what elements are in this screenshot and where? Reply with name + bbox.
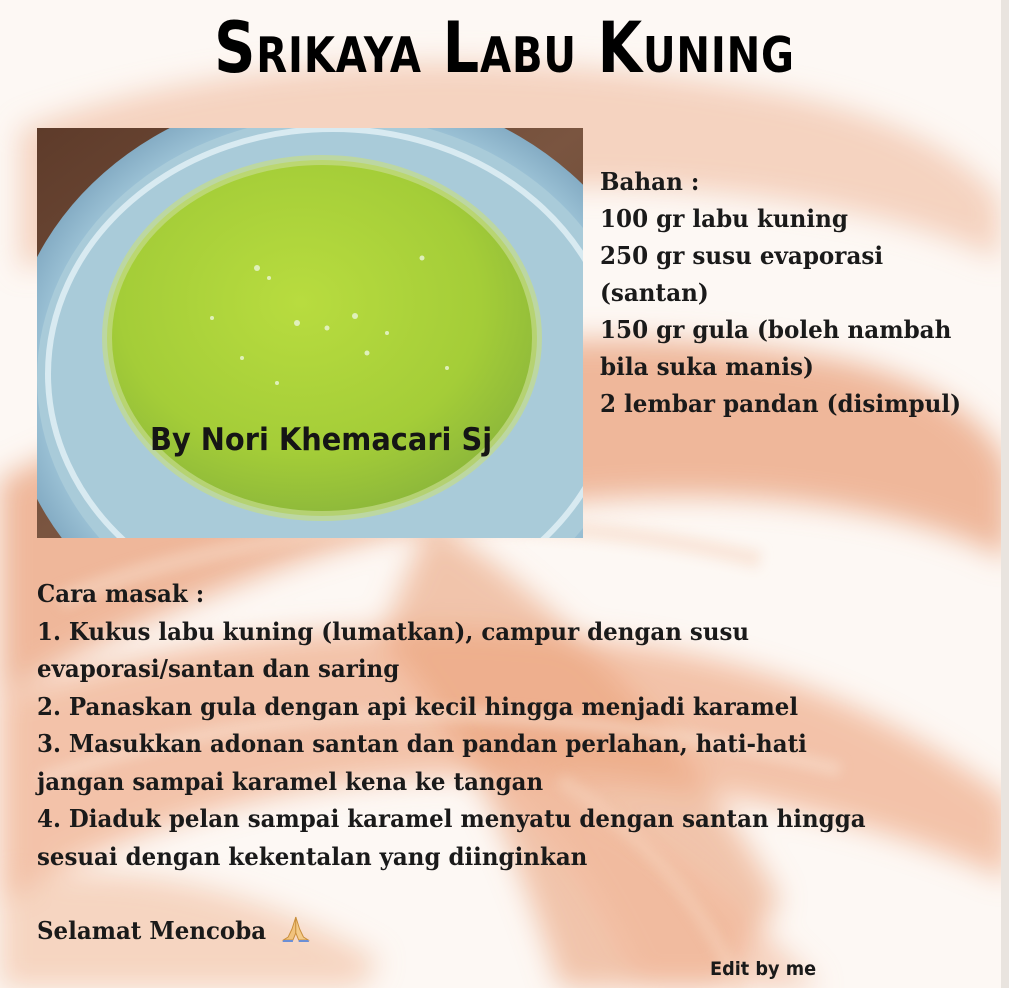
method-line: sesuai dengan kekentalan yang diinginkan: [37, 841, 588, 871]
method-line: 1. Kukus labu kuning (lumatkan), campur dengan susu: [37, 616, 750, 646]
page-edge: [1001, 0, 1009, 988]
ingredient-line: (santan): [600, 278, 709, 307]
dish-photo: [37, 128, 583, 538]
method-line: jangan sampai karamel kena ke tangan: [37, 766, 544, 796]
dish-illustration: [37, 128, 583, 538]
method-heading: Cara masak :: [37, 579, 205, 608]
method-line: 4. Diaduk pelan sampai karamel menyatu dengan santan hingga: [37, 804, 866, 833]
closing-text: Selamat Mencoba: [37, 916, 267, 945]
ingredients-heading: Bahan :: [600, 167, 700, 196]
ingredient-line: 250 gr susu evaporasi: [600, 241, 884, 270]
method-line: 3. Masukkan adonan santan dan pandan perlahan, hati-hati: [37, 729, 807, 758]
ingredient-line: 150 gr gula (boleh nambah: [600, 315, 952, 344]
recipe-title: Srikaya Labu Kuning: [214, 7, 795, 89]
closing-line: [37, 912, 312, 950]
ingredient-line: bila suka manis): [600, 352, 814, 381]
ingredient-line: 100 gr labu kuning: [600, 204, 849, 233]
ingredients-section: [600, 163, 984, 422]
photo-credit: By Nori Khemacari Sj: [150, 422, 493, 458]
edit-note: Edit by me: [710, 958, 817, 980]
method-line: 2. Panaskan gula dengan api kecil hingga menjadi karamel: [37, 691, 799, 721]
method-line: evaporasi/santan dan saring: [37, 654, 400, 683]
method-section: [37, 575, 954, 875]
ingredient-line: 2 lembar pandan (disimpul): [600, 389, 962, 418]
folded-hands-icon: [280, 915, 312, 943]
